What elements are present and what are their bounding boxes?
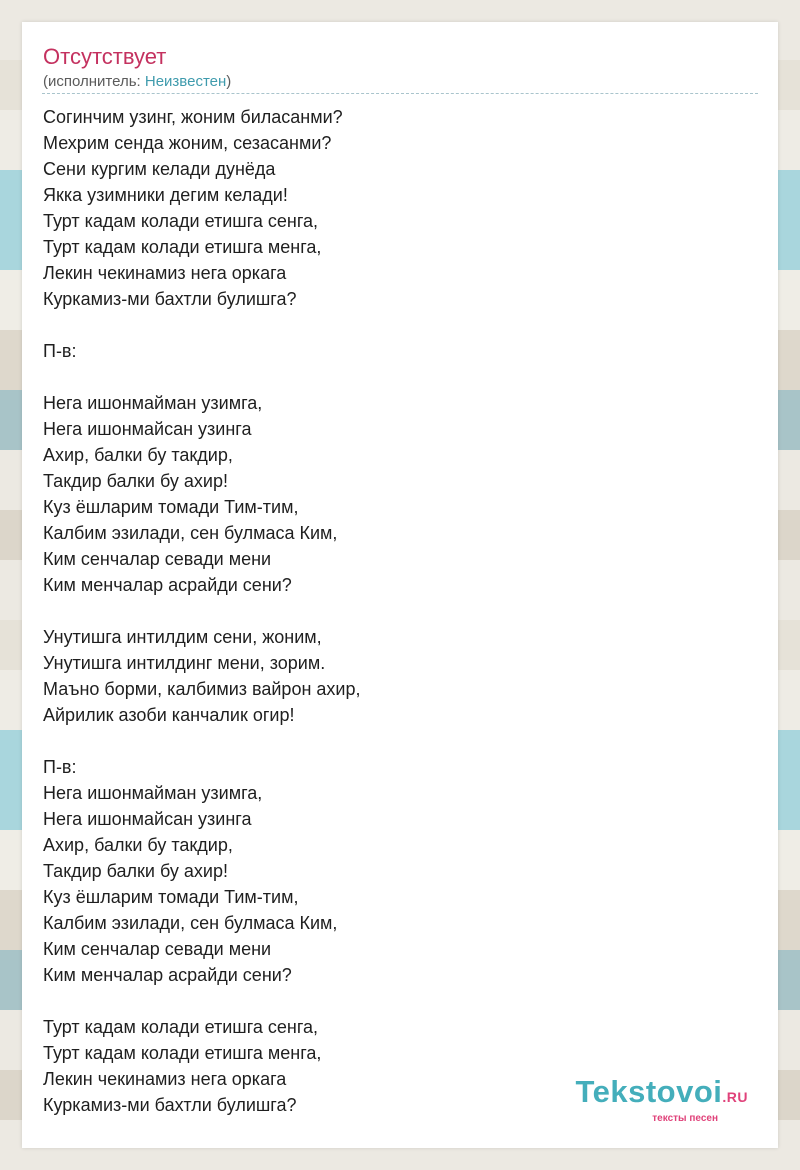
- lyric-line: Айрилик азоби канчалик огир!: [43, 705, 295, 725]
- artist-suffix: ): [226, 73, 232, 90]
- lyric-line: Лекин чекинамиз нега оркага: [43, 1069, 287, 1089]
- header-divider: [42, 93, 758, 94]
- lyric-line: Ким менчалар асрайди сени?: [43, 575, 292, 595]
- lyric-line: Куркамиз-ми бахтли булишга?: [43, 289, 297, 309]
- site-logo[interactable]: [575, 1076, 748, 1124]
- lyric-line: Сени кургим келади дунёда: [43, 159, 276, 179]
- logo-wordmark: Tekstovoi: [575, 1074, 723, 1109]
- stanza-gap: [43, 312, 755, 338]
- logo-domain: .RU: [722, 1089, 748, 1105]
- stanza-gap: [43, 364, 755, 390]
- lyric-line: Маъно борми, калбимиз вайрон ахир,: [43, 679, 361, 699]
- lyric-line: Куркамиз-ми бахтли булишга?: [43, 1095, 297, 1115]
- lyric-line: Мехрим сенда жоним, сезасанми?: [43, 133, 332, 153]
- lyric-line: Калбим эзилади, сен булмаса Ким,: [43, 913, 338, 933]
- logo-tagline: тексты песен: [652, 1113, 718, 1124]
- lyric-line: Якка узимники дегим келади!: [43, 185, 288, 205]
- stanza-gap: [43, 728, 755, 754]
- lyric-line: Унутишга интилдим сени, жоним,: [43, 627, 322, 647]
- lyric-line: Унутишга интилдинг мени, зорим.: [43, 653, 326, 673]
- lyric-line: Ким сенчалар севади мени: [43, 549, 272, 569]
- lyric-line: Согинчим узинг, жоним биласанми?: [43, 107, 343, 127]
- lyric-line: Нега ишонмайсан узинга: [43, 809, 252, 829]
- lyrics-text: [43, 104, 755, 1118]
- lyric-line: Турт кадам колади етишга менга,: [43, 1043, 322, 1063]
- lyric-line: Лекин чекинамиз нега оркага: [43, 263, 287, 283]
- artist-line: [43, 73, 231, 91]
- lyric-line: Турт кадам колади етишга сенга,: [43, 211, 319, 231]
- lyric-line: Турт кадам колади етишга сенга,: [43, 1017, 319, 1037]
- lyric-line: Такдир балки бу ахир!: [43, 471, 228, 491]
- lyric-line: Куз ёшларим томади Тим-тим,: [43, 497, 299, 517]
- lyric-line: Калбим эзилади, сен булмаса Ким,: [43, 523, 338, 543]
- lyric-line: Нега ишонмайман узимга,: [43, 783, 263, 803]
- lyrics-card: [22, 22, 778, 1148]
- lyric-line: Турт кадам колади етишга менга,: [43, 237, 322, 257]
- stanza-gap: [43, 598, 755, 624]
- lyric-line: Ким менчалар асрайди сени?: [43, 965, 292, 985]
- lyric-line: Ахир, балки бу такдир,: [43, 835, 233, 855]
- lyric-line: Ким сенчалар севади мени: [43, 939, 272, 959]
- lyric-line: Нега ишонмайсан узинга: [43, 419, 252, 439]
- lyric-line: Такдир балки бу ахир!: [43, 861, 228, 881]
- song-title: Отсутствует: [43, 44, 167, 69]
- lyric-line: Куз ёшларим томади Тим-тим,: [43, 887, 299, 907]
- lyric-line: Нега ишонмайман узимга,: [43, 393, 263, 413]
- lyric-line: Ахир, балки бу такдир,: [43, 445, 233, 465]
- lyric-line: П-в:: [43, 757, 77, 777]
- artist-link[interactable]: Неизвестен: [144, 73, 227, 90]
- stanza-gap: [43, 988, 755, 1014]
- artist-prefix: (исполнитель:: [43, 73, 145, 90]
- lyric-line: П-в:: [43, 341, 77, 361]
